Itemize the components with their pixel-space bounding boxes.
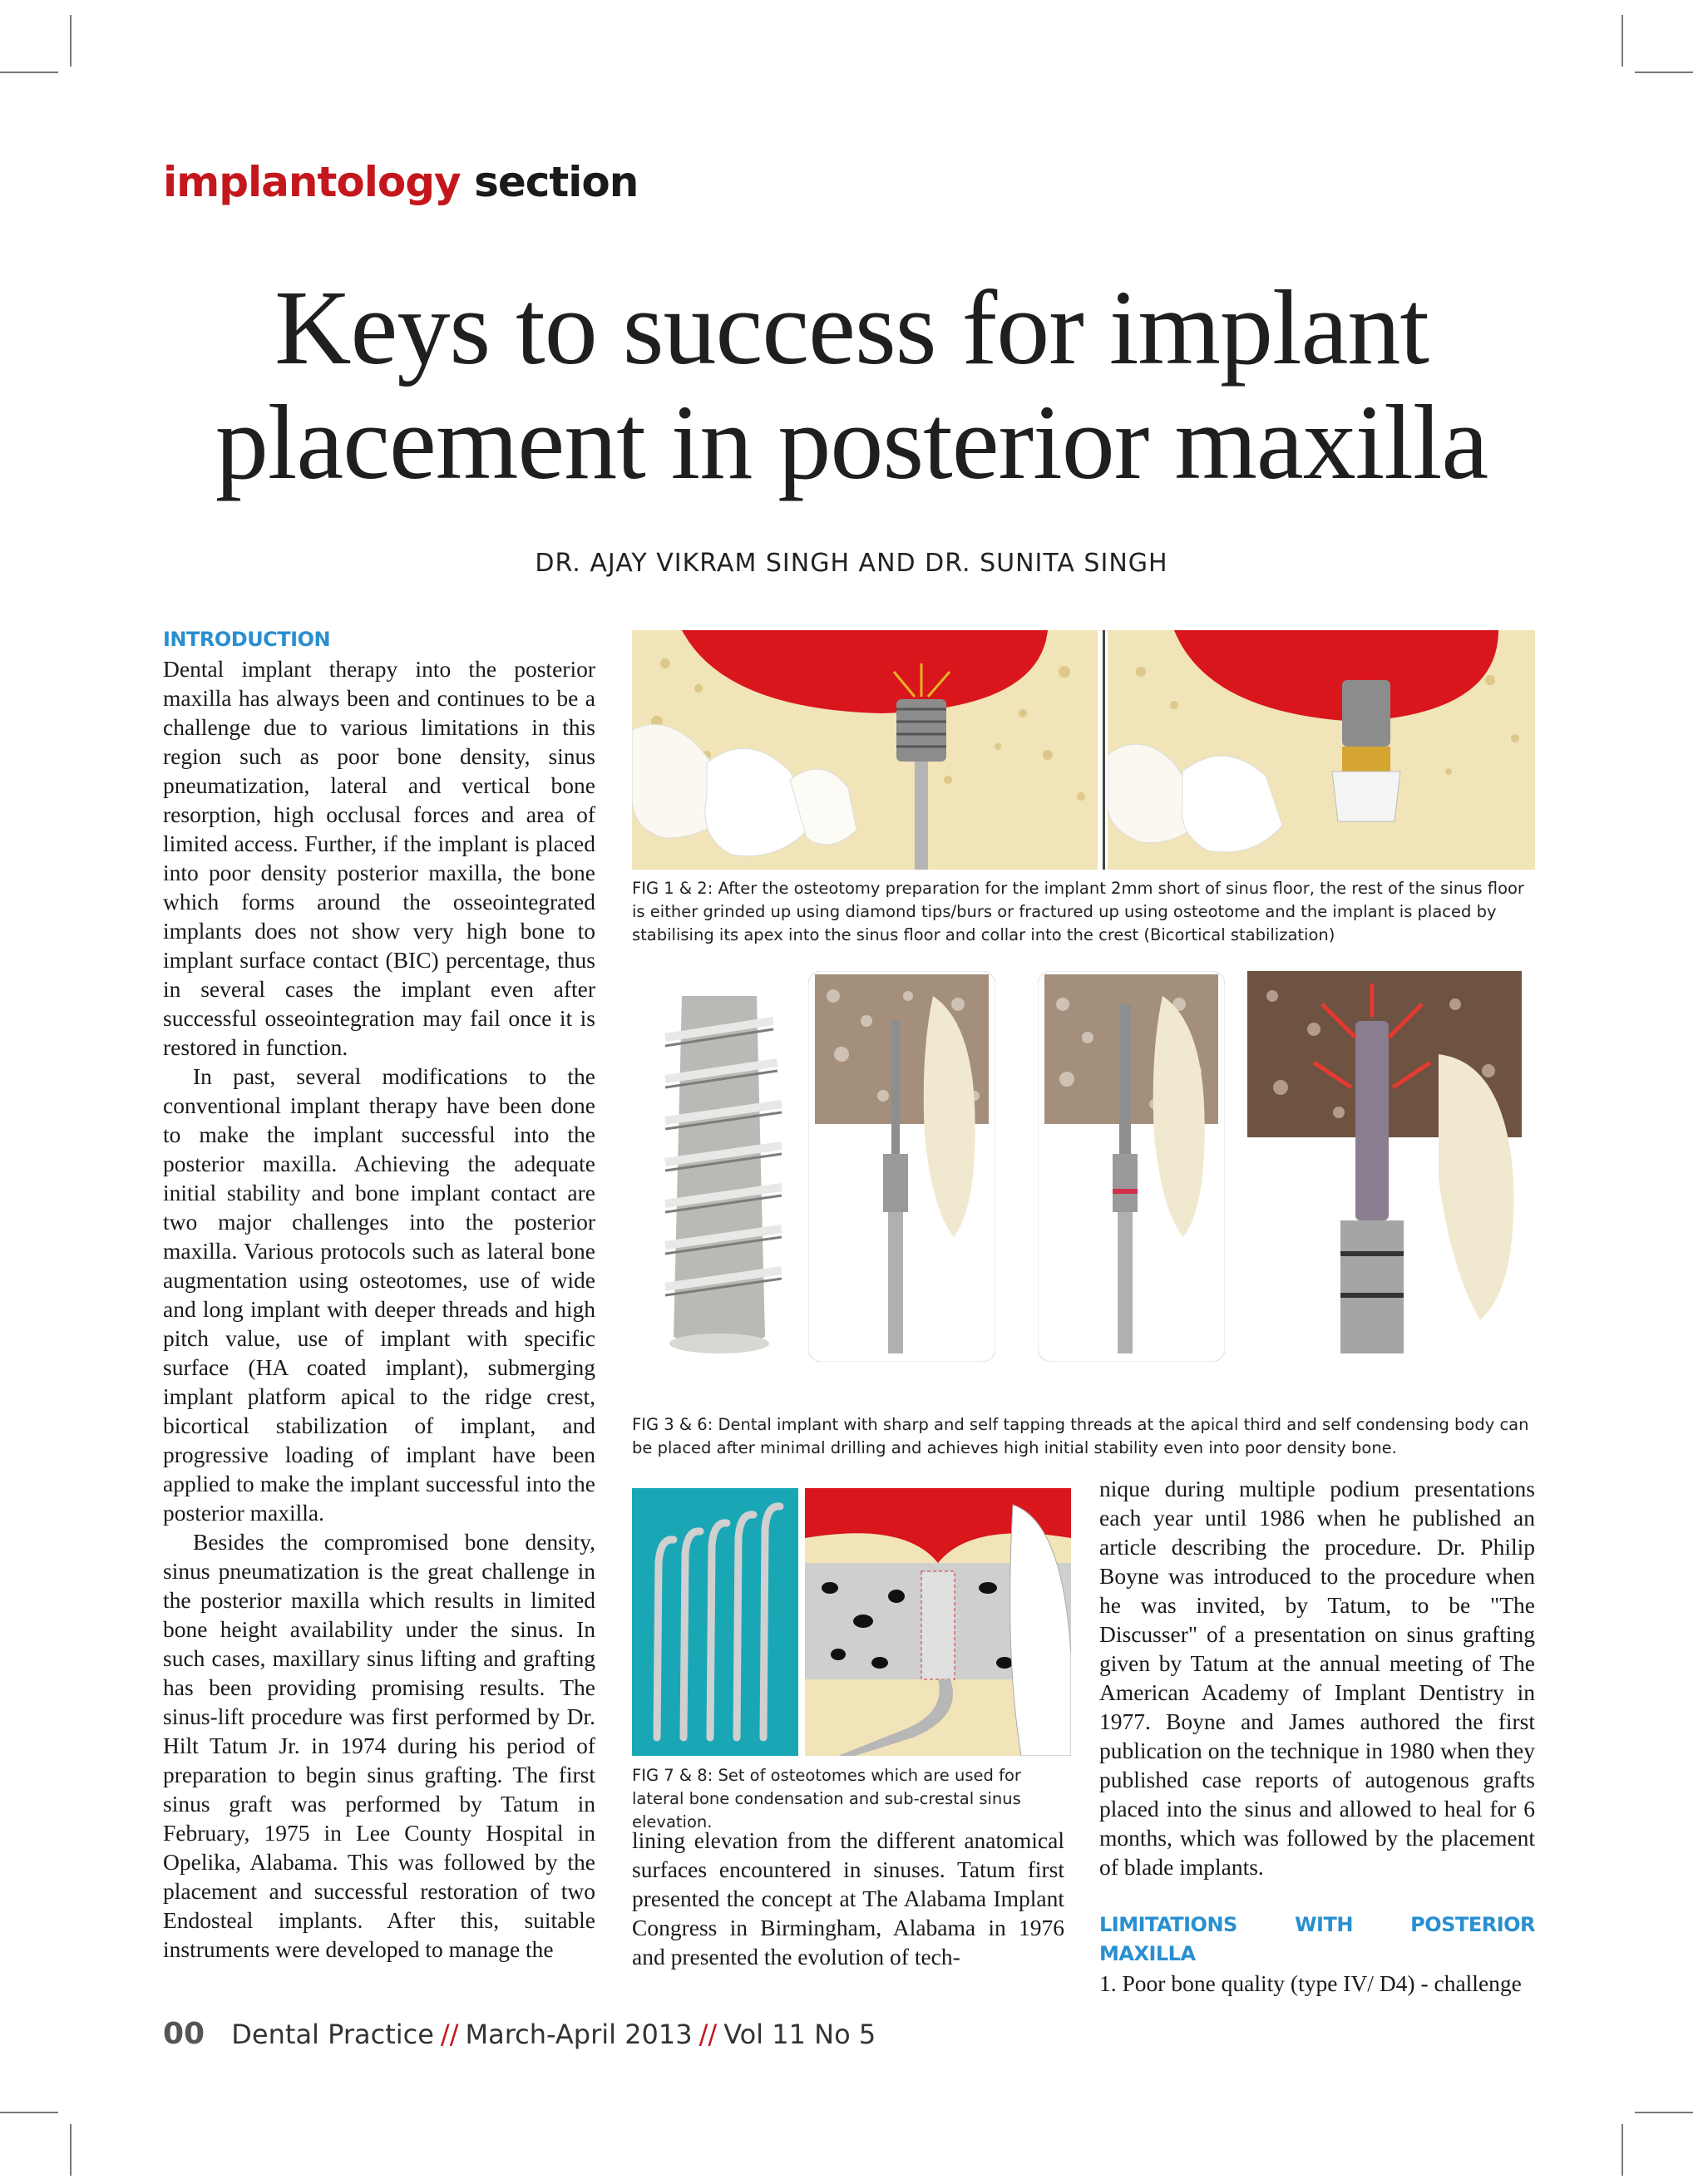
column-3 (1099, 1474, 1535, 1998)
col2-paragraph: lining elevation from the different anatomical surfaces encountered in sinuses. Tatum first presented the concept at The Alabama Implant Congress in Birmingham, Alabama in 1976 and presented the evolution of tech- (632, 1827, 1064, 1970)
title-line-2: placement in posterior maxilla (215, 383, 1488, 501)
section-label (163, 158, 638, 206)
authors-byline: DR. AJAY VIKRAM SINGH AND DR. SUNITA SINGH (535, 549, 1168, 578)
crop-mark (1635, 2112, 1693, 2113)
crop-mark (1622, 2124, 1623, 2176)
volume-number: Vol 11 No 5 (723, 2019, 876, 2050)
fig-divider (1103, 630, 1105, 870)
crop-mark (70, 2124, 72, 2176)
journal-name: Dental Practice (231, 2019, 434, 2050)
limitations-item-1: 1. Poor bone quality (type IV/ D4) - challenge (1099, 1970, 1522, 1996)
limitations-heading: LIMITATIONS WITH POSTERIOR MAXILLA (1099, 1913, 1535, 1965)
section-rest: section (474, 158, 639, 206)
page-footer: 00 Dental Practice // March-April 2013 // Vol 11 No 5 (163, 2017, 876, 2051)
column-2 (632, 1826, 1064, 1971)
intro-heading: INTRODUCTION (163, 628, 331, 651)
fig4-drill-image (808, 971, 995, 1362)
col3-paragraph: nique during multiple podium presentations each year until 1986 when he published an article describing the procedure. Dr. Philip Boyne was introduced to the procedure when he was invited, by Tatum, to be "The Discusser" of a presentation on sinus grafting given by Tatum at the annual meeting of The American Academy of Implant Dentistry in 1977. Boyne and James authored the first publication on the technique in 1980 when they published case reports of autogenous grafts placed into the sinus and allowed to heal for 6 months, which was followed by the placement of blade implants. (1099, 1476, 1535, 1880)
section-highlight: implantology (163, 158, 461, 206)
fig2-image (1108, 630, 1535, 870)
crop-mark (0, 71, 58, 73)
fig8-sinus-image (805, 1488, 1071, 1756)
fig6-implant-image (1247, 971, 1522, 1362)
fig78-caption: FIG 7 & 8: Set of osteotomes which are used for lateral bone condensation and sub-crestal sinus elevation. (632, 1766, 1021, 1832)
crop-mark (70, 15, 72, 67)
issue-date: March-April 2013 (465, 2019, 693, 2050)
column-1 (163, 625, 595, 1964)
crop-mark (0, 2112, 58, 2113)
intro-paragraph-2: In past, several modifications to the conventional implant therapy have been done to make the implant successful into the posterior maxilla. Achieving the adequate initial stability and bone implant contact are two major challenges into the posterior maxilla. Various protocols such as lateral bone augmentation using osteotomes, use of wide and long implant with deeper threads and high pitch value, use of implant with specific surface (HA coated implant), submerging implant platform apical to the ridge crest, bicortical stabilization of implant, and progressive loading of implant have been applied to make the implant successful into the posterior maxilla. (163, 1063, 595, 1526)
intro-paragraph-3: Besides the compromised bone density, sinus pneumatization is the great challenge in the posterior maxilla which results in limited bone height availability under the sinus. In such cases, maxillary sinus lifting and grafting has been providing promising results. The sinus-lift procedure was first performed by Dr. Hilt Tatum Jr. in 1974 during his period of preparation to begin sinus grafting. The first sinus graft was performed by Tatum in February, 1975 in Lee County Hospital in Opelika, Alabama. This was followed by the placement and successful restoration of two Endosteal implants. After this, suitable instruments were developed to manage the (163, 1529, 595, 1962)
title-line-1: Keys to success for implant (274, 269, 1429, 387)
page-number: 00 (163, 2017, 205, 2051)
crop-mark (1635, 71, 1693, 73)
fig3-implant-image (632, 971, 807, 1362)
fig1-image (632, 630, 1098, 870)
fig12-caption: FIG 1 & 2: After the osteotomy preparation for the implant 2mm short of sinus floor, the rest of the sinus floor is either grinded up using diamond tips/burs or fractured up using osteotome and the implant is placed by stabilising its apex into the sinus floor and collar into the crest (Bicortical stabilization) (632, 879, 1524, 944)
page-title (0, 270, 1703, 500)
fig36-caption: FIG 3 & 6: Dental implant with sharp and self tapping threads at the apical third and self condensing body can be placed after minimal drilling and achieves high initial stability even into poor density bone. (632, 1415, 1529, 1457)
fig7-osteotomes-image (632, 1488, 798, 1756)
fig5-drill-image (1038, 971, 1225, 1362)
intro-paragraph-1: Dental implant therapy into the posterior maxilla has always been and continues to be a challenge due to various limitations in this region such as poor bone density, sinus pneumatization, lateral and vertical bone resorption, high occlusal forces and area of limited access. Further, if the implant is placed into poor density posterior maxilla, the bone which forms around the osseointegrated implants does not show very high bone to implant surface contact (BIC) percentage, thus in several cases the implant even after successful osseointegration may fail once it is restored in function. (163, 656, 595, 1060)
crop-mark (1622, 15, 1623, 67)
